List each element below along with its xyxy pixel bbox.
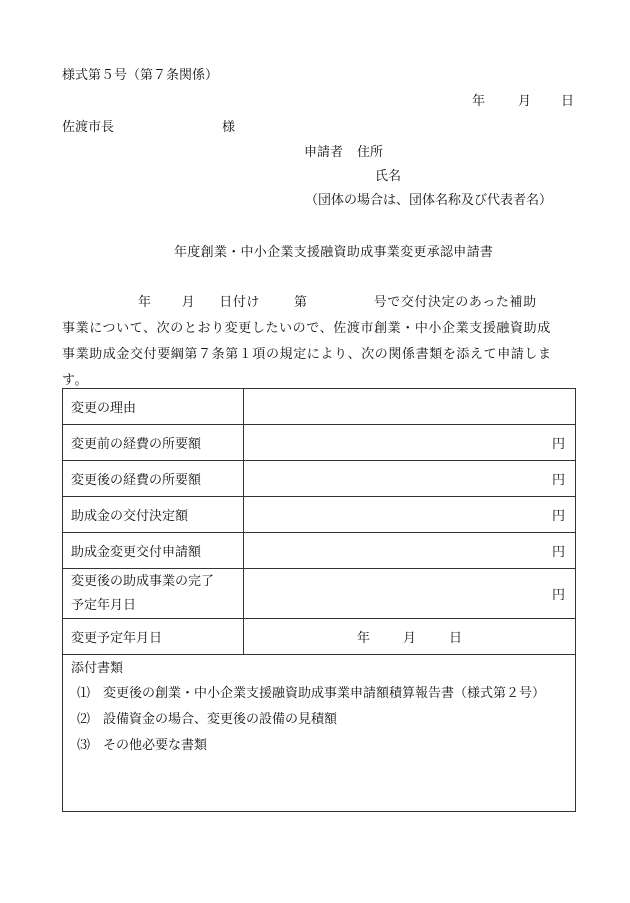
applicant-address-line <box>304 145 383 161</box>
body-number-prefix: 第 <box>294 295 308 310</box>
attachment-text: その他必要な書類 <box>103 738 208 753</box>
change-date-day: 日 <box>449 631 463 646</box>
table-row <box>63 425 576 461</box>
body-line-3: 事業助成金交付要綱第７条第１項の規定により、次の関係書類を添えて申請しま <box>62 347 552 362</box>
table-row <box>63 619 576 655</box>
row-label-change-date: 変更予定年月日 <box>63 619 244 655</box>
body-year: 年 <box>138 295 152 310</box>
row-label-cost-before: 変更前の経費の所要額 <box>63 425 244 461</box>
row-value-change-date[interactable] <box>244 619 576 655</box>
form-number: 様式第５号（第７条関係） <box>62 68 219 83</box>
row-label-cost-after: 変更後の経費の所要額 <box>63 461 244 497</box>
body-day-dated: 日付け <box>219 295 261 310</box>
table-row <box>63 497 576 533</box>
addressee <box>62 120 235 136</box>
applicant-name-label: 氏名 <box>375 169 402 184</box>
attachment-number: ⑵ <box>77 712 91 727</box>
attachment-text: 変更後の創業・中小企業支援融資助成事業申請額積算報告書（様式第２号） <box>103 686 546 701</box>
completion-label-line-1: 変更後の助成事業の完了 <box>71 573 215 589</box>
table-row <box>63 533 576 569</box>
attachment-item <box>71 712 567 728</box>
address-label: 住所 <box>357 145 384 160</box>
date-year-label: 年 <box>472 94 486 109</box>
row-label-completion-date <box>63 569 244 619</box>
body-first-line-rest: 号で交付決定のあった補助 <box>373 295 537 310</box>
attachments-cell <box>63 655 576 812</box>
body-paragraph <box>62 290 577 394</box>
attachments-title: 添付書類 <box>71 661 124 676</box>
row-label-grant-decision: 助成金の交付決定額 <box>63 497 244 533</box>
submission-date <box>472 94 574 110</box>
row-value-cost-before[interactable]: 円 <box>244 425 576 461</box>
row-value-completion-date[interactable]: 円 <box>244 569 576 619</box>
document-title: 年度創業・中小企業支援融資助成事業変更承認申請書 <box>174 245 494 260</box>
addressee-honorific: 様 <box>222 120 236 135</box>
row-value-change-reason[interactable] <box>244 389 576 425</box>
table-row <box>63 569 576 619</box>
completion-label-line-2: 予定年月日 <box>71 597 137 613</box>
row-value-grant-decision[interactable]: 円 <box>244 497 576 533</box>
body-line-2: 事業について、次のとおり変更したいので、佐渡市創業・中小企業支援融資助成 <box>62 321 551 336</box>
body-line-4: す。 <box>62 373 89 388</box>
row-value-grant-change-request[interactable]: 円 <box>244 533 576 569</box>
change-date-year: 年 <box>356 631 370 646</box>
row-label-change-reason: 変更の理由 <box>63 389 244 425</box>
attachments-row <box>63 655 576 812</box>
applicant-note: （団体の場合は、団体名称及び代表者名） <box>305 193 553 208</box>
body-line-1 <box>62 290 577 316</box>
addressee-name: 佐渡市長 <box>62 120 115 135</box>
attachment-item <box>71 738 567 754</box>
applicant-label: 申請者 <box>304 145 344 160</box>
row-value-cost-after[interactable]: 円 <box>244 461 576 497</box>
attachment-text: 設備資金の場合、変更後の設備の見積額 <box>103 712 338 727</box>
date-month-label: 月 <box>518 94 532 109</box>
change-date-month: 月 <box>402 631 416 646</box>
attachment-item <box>71 686 567 702</box>
date-day-label: 日 <box>561 94 575 109</box>
body-month: 月 <box>181 295 196 310</box>
application-table <box>62 388 576 812</box>
attachment-number: ⑶ <box>77 738 91 753</box>
attachment-number: ⑴ <box>77 686 91 701</box>
table-row <box>63 389 576 425</box>
table-row <box>63 461 576 497</box>
row-label-grant-change-request: 助成金変更交付申請額 <box>63 533 244 569</box>
